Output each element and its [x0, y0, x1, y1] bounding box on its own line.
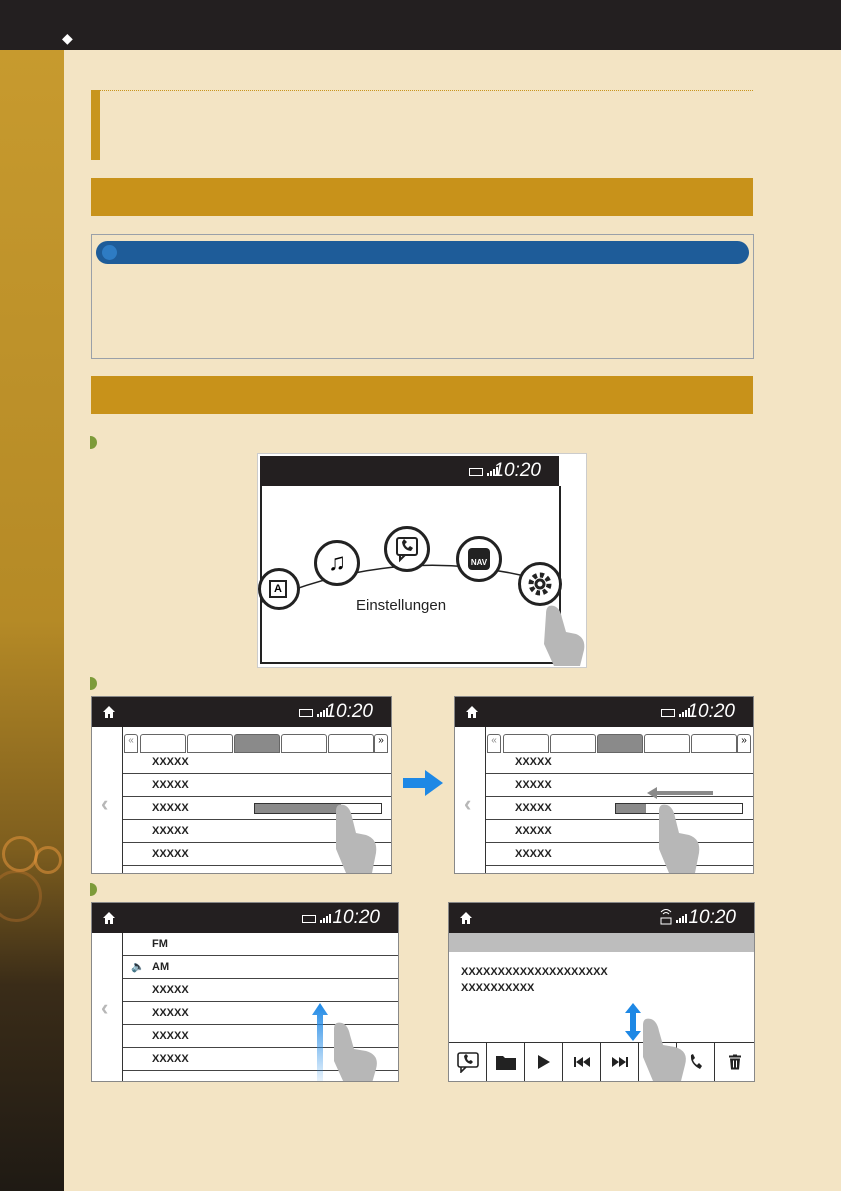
- arrow-right-icon: [403, 770, 443, 796]
- finger-swipe-icon: [639, 1017, 689, 1081]
- row-label: XXXXX: [152, 1007, 189, 1019]
- back-column[interactable]: [455, 727, 486, 873]
- clock: 10:20: [687, 701, 735, 722]
- radio-list-screen: [91, 902, 399, 1082]
- section-bar-2: [91, 376, 753, 414]
- status-bar: [92, 903, 398, 933]
- message-toolbar: [449, 1042, 754, 1081]
- play-button[interactable]: [525, 1043, 563, 1081]
- arrow-left-icon: [647, 787, 713, 799]
- info-dot: [102, 245, 117, 260]
- side-strip: [0, 50, 64, 1191]
- previous-icon: [574, 1057, 590, 1067]
- next-icon: [612, 1057, 628, 1067]
- finger-drag-icon: [332, 803, 378, 873]
- heading-accent: [91, 90, 100, 160]
- finger-swipe-icon: [330, 1021, 380, 1082]
- row-label: XXXXX: [515, 779, 552, 791]
- nav-label: NAV: [468, 548, 490, 570]
- slider-fill: [255, 804, 341, 813]
- tab-scroll-right[interactable]: »: [737, 734, 751, 753]
- message-phone-icon: [456, 1051, 480, 1073]
- menu-caption: Einstellungen: [356, 597, 447, 614]
- message-text-line: XXXXXXXXXX: [461, 982, 535, 994]
- tab-strip: [487, 734, 753, 752]
- clock: 10:20: [325, 701, 373, 722]
- row-label: XXXXX: [152, 825, 189, 837]
- delete-button[interactable]: [715, 1043, 754, 1081]
- top-bar: [0, 0, 841, 50]
- row-label: XXXXX: [515, 802, 552, 814]
- gear-icon[interactable]: [518, 562, 562, 606]
- status-bar: [92, 697, 391, 727]
- finger-tap-icon: [540, 604, 586, 667]
- home-screen-illustration: [257, 453, 587, 668]
- reply-message-button[interactable]: [449, 1043, 487, 1081]
- scroll-up-arrow-icon: [310, 1003, 330, 1081]
- bullet-3: [90, 883, 97, 896]
- list-item[interactable]: [123, 956, 398, 979]
- heading-divider: [100, 90, 753, 91]
- info-pill: [96, 241, 749, 264]
- section-bar-1: [91, 178, 753, 216]
- message-screen: [448, 902, 755, 1082]
- battery-icon: [299, 709, 313, 717]
- apps-letter: A: [269, 580, 287, 598]
- apps-icon[interactable]: [258, 568, 300, 610]
- list-item[interactable]: [486, 820, 753, 843]
- list-item[interactable]: [486, 797, 753, 820]
- row-label: XXXXX: [152, 779, 189, 791]
- music-icon[interactable]: ♫: [314, 540, 360, 586]
- home-icon[interactable]: [465, 705, 479, 719]
- phone-icon: [689, 1054, 703, 1070]
- row-label: XXXXX: [152, 1053, 189, 1065]
- bullet-2: [90, 677, 97, 690]
- chevron-left-icon[interactable]: ‹: [101, 791, 109, 816]
- tab-scroll-left[interactable]: «: [487, 734, 501, 753]
- battery-icon: [661, 709, 675, 717]
- row-label: XXXXX: [152, 984, 189, 996]
- signal-icon: [320, 913, 332, 923]
- tab-strip: [124, 734, 391, 752]
- row-label: FM: [152, 938, 168, 950]
- tab-scroll-left[interactable]: «: [124, 734, 138, 753]
- tab-scroll-right[interactable]: »: [374, 734, 388, 753]
- list-item[interactable]: [123, 979, 398, 1002]
- back-column[interactable]: [92, 933, 123, 1081]
- list-item[interactable]: [123, 774, 391, 797]
- row-label: XXXXX: [515, 848, 552, 860]
- clock: 10:20: [332, 907, 380, 928]
- dashboard-light: [0, 870, 42, 922]
- battery-icon: [302, 915, 316, 923]
- home-icon[interactable]: [459, 911, 473, 925]
- slider-fill: [616, 804, 646, 813]
- wifi-battery-icon: [660, 908, 672, 926]
- chevron-left-icon[interactable]: ‹: [464, 791, 472, 816]
- row-label: XXXXX: [152, 848, 189, 860]
- row-label: AM: [152, 961, 170, 973]
- folder-icon: [496, 1054, 516, 1070]
- row-label: XXXXX: [152, 802, 189, 814]
- slider-screen-before: [91, 696, 392, 874]
- bullet-1: [90, 436, 97, 449]
- next-button[interactable]: [601, 1043, 639, 1081]
- play-icon: [538, 1055, 550, 1069]
- message-text-line: XXXXXXXXXXXXXXXXXXXX: [461, 966, 608, 978]
- chevron-left-icon[interactable]: ‹: [101, 995, 109, 1020]
- row-label: XXXXX: [152, 756, 189, 768]
- signal-icon: [676, 913, 688, 923]
- trash-icon: [729, 1055, 741, 1070]
- list-item[interactable]: [123, 933, 398, 956]
- row-label: XXXXX: [515, 825, 552, 837]
- list-item[interactable]: [123, 751, 391, 774]
- dashboard-light: [2, 836, 38, 872]
- home-icon[interactable]: [102, 705, 116, 719]
- message-header-bar: [449, 933, 754, 952]
- info-box: [91, 234, 754, 359]
- row-label: XXXXX: [152, 1030, 189, 1042]
- previous-button[interactable]: [563, 1043, 601, 1081]
- diamond-marker: ◆: [62, 30, 73, 46]
- back-column[interactable]: [92, 727, 123, 873]
- list-item[interactable]: [486, 751, 753, 774]
- status-bar: [449, 903, 754, 933]
- home-icon[interactable]: [102, 911, 116, 925]
- finger-drag-icon: [655, 803, 701, 873]
- nav-icon[interactable]: [456, 536, 502, 582]
- clock: 10:20: [688, 907, 736, 928]
- list-item[interactable]: [486, 843, 753, 866]
- folder-button[interactable]: [487, 1043, 525, 1081]
- dashboard-light: [34, 846, 62, 874]
- clock: 10:20: [493, 460, 541, 481]
- speaker-icon: 🔈: [131, 961, 145, 973]
- row-label: XXXXX: [515, 756, 552, 768]
- slider-screen-after: [454, 696, 754, 874]
- status-bar: [455, 697, 753, 727]
- phone-icon[interactable]: [384, 526, 430, 572]
